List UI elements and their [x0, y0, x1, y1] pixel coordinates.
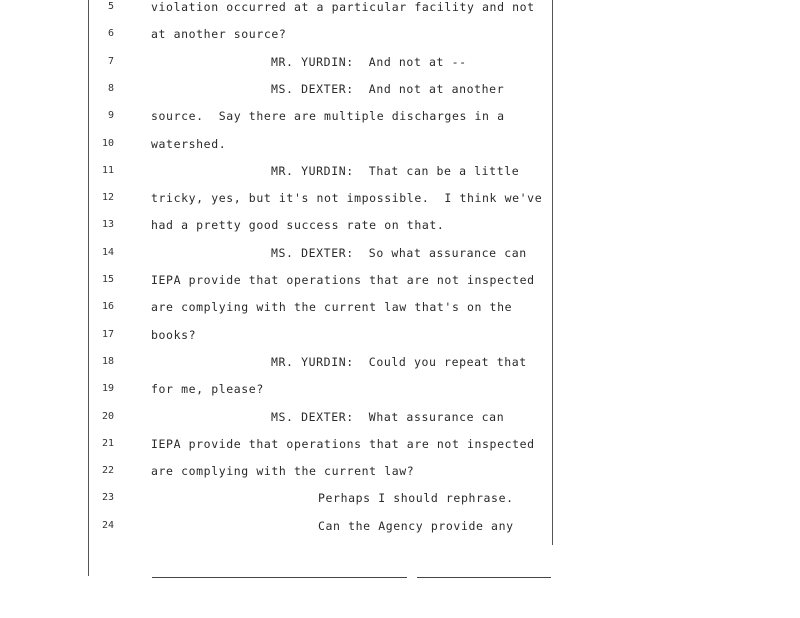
line-number: 6	[107, 28, 114, 40]
line-number: 5	[107, 1, 114, 12]
line-number: 14	[101, 246, 114, 258]
line-text: Perhaps I should rephrase.	[318, 491, 514, 506]
line-number: 12	[101, 192, 114, 204]
line-text: for me, please?	[151, 382, 264, 397]
line-number: 22	[101, 465, 114, 477]
line-number: 7	[107, 55, 114, 67]
right-margin-rule	[552, 0, 553, 545]
line-number: 13	[101, 219, 114, 231]
line-number: 24	[101, 519, 114, 531]
line-text: books?	[151, 327, 197, 342]
footer-rule-left	[152, 577, 407, 578]
line-text: Can the Agency provide any	[318, 518, 514, 533]
line-number: 23	[101, 492, 114, 504]
line-number: 21	[101, 437, 114, 449]
line-text: MR. YURDIN: Could you repeat that	[271, 354, 527, 369]
line-text: IEPA provide that operations that are not inspected	[151, 436, 535, 451]
line-text: watershed.	[151, 136, 227, 151]
line-number: 8	[107, 82, 114, 94]
line-number: 11	[101, 164, 114, 176]
left-margin-rule	[88, 0, 89, 576]
line-text: MS. DEXTER: And not at another	[271, 81, 505, 96]
line-number: 9	[107, 110, 114, 122]
line-text: at another source?	[151, 27, 287, 42]
line-number: 19	[101, 383, 114, 395]
line-number: 20	[101, 410, 114, 422]
line-text: MS. DEXTER: So what assurance can	[271, 245, 527, 260]
line-text: tricky, yes, but it's not impossible. I think we've	[151, 191, 543, 206]
line-number: 17	[101, 328, 114, 340]
line-number: 10	[101, 137, 114, 149]
line-text: are complying with the current law that's on the	[151, 300, 513, 315]
line-text: MR. YURDIN: That can be a little	[271, 163, 520, 178]
line-text: IEPA provide that operations that are not inspected	[151, 273, 535, 287]
line-number: 15	[101, 274, 114, 285]
footer-rule-right	[417, 577, 551, 578]
line-text: had a pretty good success rate on that.	[151, 218, 445, 233]
line-number: 16	[101, 301, 114, 313]
line-text: MR. YURDIN: And not at --	[271, 54, 467, 69]
line-text: MS. DEXTER: What assurance can	[271, 409, 505, 424]
line-text: source. Say there are multiple discharges in a	[151, 109, 505, 124]
line-number: 18	[101, 355, 114, 367]
line-text: are complying with the current law?	[151, 464, 415, 479]
line-text: violation occurred at a particular facility and not	[151, 0, 535, 14]
